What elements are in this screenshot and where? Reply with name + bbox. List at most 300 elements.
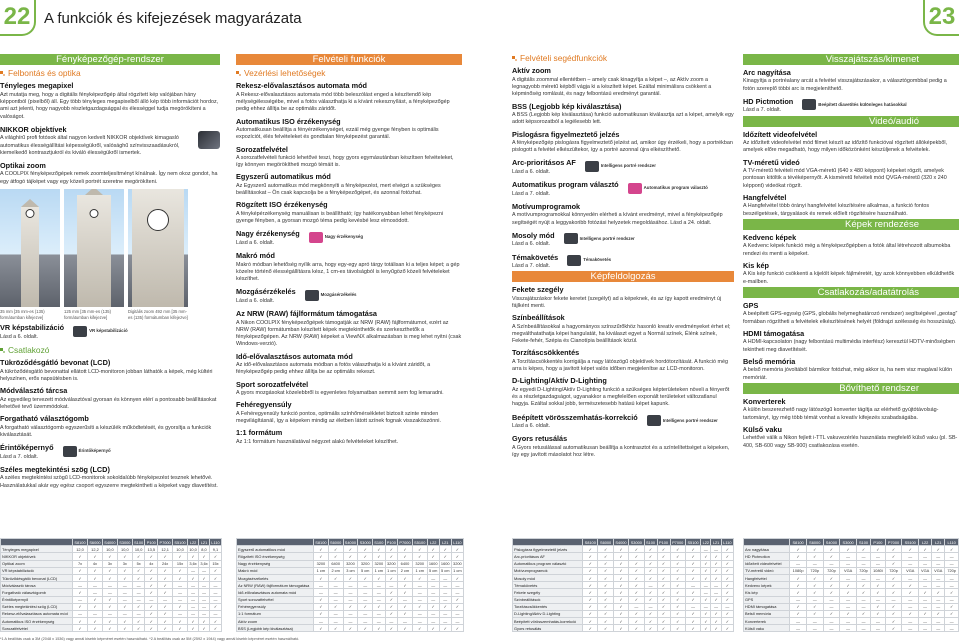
table-cell: ✓ — [613, 553, 628, 560]
table-cell: ✓ — [823, 546, 840, 553]
table-cell: 4x — [87, 560, 102, 567]
table-cell: — — [117, 582, 132, 589]
table-cell: — — [840, 553, 857, 560]
table-cell: ✓ — [583, 603, 598, 610]
table-cell: ✓ — [598, 582, 613, 589]
table-cell: — — [919, 618, 932, 625]
table-cell: ✓ — [173, 553, 188, 560]
table-cell: ✓ — [145, 567, 158, 574]
heading-sport-continuous: Sport sorozatfelvétel — [236, 379, 309, 389]
table-cell: VGA — [932, 567, 945, 574]
heading-motion-detection: Mozgásérzékelés — [236, 287, 296, 297]
table-row — [237, 553, 464, 560]
table-row — [237, 596, 464, 603]
table-cell: ✓ — [132, 574, 145, 581]
table-cell: ✓ — [583, 618, 598, 625]
table-cell: ✓ — [158, 625, 173, 632]
table-header-model: P100 — [871, 539, 886, 546]
table-cell: ✓ — [885, 582, 902, 589]
table-cell: ✓ — [358, 603, 373, 610]
table-cell: ✓ — [314, 574, 329, 581]
heading-tv-movie: TV-méretű videó — [743, 157, 800, 167]
table-cell: ✓ — [385, 546, 398, 553]
text-shutter-priority: Az idő-elővalasztásos automata módban a fotós választhatja ki a kívánt záridőt, a fényképezőgép pedig ehhez állítja be az optimális rekeszt. — [236, 362, 431, 376]
table-cell: ✓ — [158, 610, 173, 617]
table-cell: — — [132, 610, 145, 617]
text-tv-movie: A TV-méretű felvételi mód VGA-méretű (640 x 480 képpont) képeket rögzít, amelyek pontosan kitöltik a tévéképernyőt. A kisméretű felvételi mód QVGA-méretű (320 x 240 képpont) videókat rögzít. — [743, 168, 947, 189]
table-cell: — — [902, 625, 919, 632]
table-cell: ✓ — [856, 589, 870, 596]
table-cell: — — [358, 589, 373, 596]
table-cell: — — [412, 589, 427, 596]
table-cell: 1 cm — [314, 567, 329, 574]
table-cell: ✓ — [629, 553, 644, 560]
table-cell: — — [209, 582, 221, 589]
heading-mode-dial: Módválasztó tárcsa — [0, 386, 68, 396]
table-cell: ✓ — [701, 596, 711, 603]
heading-small-picture: Kis kép — [743, 260, 769, 270]
table-cell: ✓ — [598, 596, 613, 603]
heading-black-border: Fekete szegély — [512, 285, 564, 295]
portrait-icon — [564, 233, 578, 244]
table-cell: ✓ — [373, 553, 386, 560]
table-cell: 12,0 — [73, 546, 88, 553]
table-cell: ✓ — [343, 625, 358, 632]
table-cell: — — [188, 603, 199, 610]
table-cell: ✓ — [373, 603, 386, 610]
table-cell: ✓ — [583, 553, 598, 560]
table-cell: — — [871, 574, 886, 581]
table-cell: ✓ — [209, 618, 221, 625]
table-cell: ✓ — [644, 610, 657, 617]
table-cell: — — [73, 610, 88, 617]
table-row — [744, 560, 959, 567]
table-row — [237, 603, 464, 610]
table-cell: ✓ — [398, 603, 413, 610]
table-cell: — — [427, 589, 439, 596]
feature-table-3 — [512, 538, 734, 632]
table-cell: ✓ — [629, 596, 644, 603]
table-cell: ✓ — [427, 553, 439, 560]
table-cell: ✓ — [670, 546, 685, 553]
heading-nrw-raw: Az NRW (RAW) fájlformátum támogatása — [236, 309, 377, 319]
table-cell: — — [932, 560, 945, 567]
text-voice-recording: A Hangfelvétel több órányi hangfelvétel készítésére alkalmas, a funkció fontos beszélgetések, tárgyalások és remek előlelt rögzítésére használható. — [743, 203, 930, 217]
heading-auto-iso: Automatikus ISO érzékenység — [236, 116, 341, 126]
table-cell: ✓ — [145, 582, 158, 589]
table-cell: ✓ — [439, 603, 451, 610]
heading-easy-auto: Egyszerű automatikus mód — [236, 172, 331, 182]
section-resolution: Felbontás és optika — [0, 69, 220, 78]
table-header-model: S6000 — [89, 539, 101, 545]
table-row — [513, 553, 734, 560]
table-cell: ✓ — [209, 553, 221, 560]
table-cell: ✓ — [87, 596, 102, 603]
vr-reference: Lásd a 6. oldalt. — [0, 333, 39, 340]
table-cell: — — [823, 596, 840, 603]
table-header-row — [744, 539, 959, 546]
table-cell: ✓ — [670, 589, 685, 596]
table-cell: — — [117, 610, 132, 617]
table-cell: — — [856, 596, 870, 603]
table-cell: ✓ — [840, 610, 857, 617]
table-cell: — — [823, 618, 840, 625]
table-cell: — — [823, 625, 840, 632]
table-cell: ✓ — [721, 625, 733, 632]
table-cell: — — [358, 596, 373, 603]
table-cell: ✓ — [629, 567, 644, 574]
table-row — [513, 546, 734, 553]
text-rotary-selector: A forgatható választógomb egyszerűsíti a készülék működtetését, és gyorsítja a funkciók kiválasztását. — [0, 424, 212, 438]
table-row-label: HDMI támogatása — [744, 603, 790, 610]
table-header-row — [1, 539, 222, 546]
table-row — [237, 618, 464, 625]
table-cell: ✓ — [721, 596, 733, 603]
table-cell: ✓ — [451, 596, 463, 603]
table-cell: ✓ — [373, 574, 386, 581]
text-auto-iso: Automatikusan beállítja a fényérzékenységet, ezzál még gyenge fényben is optimális expozíciót, élés felvételeket és gondtalan fényképezést garantál. — [236, 126, 439, 141]
band-camera-system: Fényképezőgép-rendszer — [0, 54, 220, 65]
table-cell: ✓ — [209, 567, 221, 574]
table-row — [744, 618, 959, 625]
table-cell: ✓ — [102, 567, 117, 574]
table-cell: ✓ — [670, 560, 685, 567]
table-cell: — — [932, 574, 945, 581]
table-cell: — — [856, 574, 870, 581]
table-cell: ✓ — [385, 574, 398, 581]
page-number-left: 22 — [0, 0, 36, 36]
table-cell: ✓ — [902, 582, 919, 589]
motion-detection-badge: Mozgásérzékelés — [305, 290, 357, 301]
table-header-model: L110 — [945, 539, 959, 546]
table-cell: ✓ — [314, 553, 329, 560]
zoom-image-digital — [128, 189, 188, 307]
table-cell: — — [188, 610, 199, 617]
high-iso-icon — [309, 232, 323, 243]
table-cell: ✓ — [385, 610, 398, 617]
table-row-label: HD Pictmotion — [744, 553, 790, 560]
table-cell: — — [314, 582, 329, 589]
table-cell: ✓ — [644, 574, 657, 581]
table-cell: 9,1 — [209, 546, 221, 553]
table-row — [1, 589, 222, 596]
table-cell: ✓ — [199, 618, 210, 625]
table-cell: ✓ — [87, 567, 102, 574]
table-cell: ✓ — [790, 603, 807, 610]
table-cell: — — [87, 582, 102, 589]
table-cell: ✓ — [790, 589, 807, 596]
table-cell: — — [102, 582, 117, 589]
table-cell: ✓ — [790, 574, 807, 581]
high-sensitivity-badge: Nagy érzékenység — [309, 232, 363, 243]
table-cell: ✓ — [583, 589, 598, 596]
table-header-model: L22 — [919, 539, 932, 546]
table-cell: ✓ — [823, 574, 840, 581]
table-cell: — — [451, 582, 463, 589]
table-cell: — — [188, 567, 199, 574]
table-cell: ✓ — [145, 553, 158, 560]
table-cell: 3200 — [343, 560, 358, 567]
table-row — [237, 582, 464, 589]
table-cell: — — [314, 589, 329, 596]
table-cell: ✓ — [598, 560, 613, 567]
table-cell: ✓ — [209, 574, 221, 581]
table-header-model: P7000 — [670, 539, 685, 546]
table-cell: — — [840, 574, 857, 581]
table-cell: ✓ — [790, 546, 807, 553]
feature-table-4 — [743, 538, 959, 632]
table-cell: 3x — [117, 560, 132, 567]
table-cell: ✓ — [629, 610, 644, 617]
zoom-example-images — [0, 189, 220, 307]
table-row-label: Motívumprogramok — [513, 567, 583, 574]
zoom-caption: 35 mm [35 mm-es (135) formátumban kifejezve] — [0, 309, 45, 320]
table-cell: ✓ — [427, 625, 439, 632]
heading-distortion-control: Torzításcsökkentés — [512, 348, 580, 358]
table-row-label: Kedvenc képek — [744, 582, 790, 589]
table-cell: ✓ — [670, 574, 685, 581]
table-cell: ✓ — [314, 625, 329, 632]
table-row — [1, 610, 222, 617]
table-header-model: S100 — [374, 539, 384, 545]
table-cell: ✓ — [343, 574, 358, 581]
table-cell: — — [328, 618, 343, 625]
touchscreen-reference: Lásd a 7. oldalt. — [0, 453, 39, 460]
table-header-model: L21 — [712, 539, 720, 545]
table-row-label: Rögzített ISO érzékenység — [237, 553, 314, 560]
table-row-label: Tükröződésgátló bevonat (LCD) — [1, 574, 73, 581]
table-row-label: Aktív zoom — [237, 618, 314, 625]
table-cell: — — [373, 589, 386, 596]
table-cell: ✓ — [145, 589, 158, 596]
auto-scene-badge: Automatikus program választó — [628, 183, 708, 194]
table-cell: ✓ — [328, 546, 343, 553]
heading-external-flash: Külső vaku — [743, 424, 782, 434]
table-cell: ✓ — [945, 589, 959, 596]
table-cell: ✓ — [711, 560, 721, 567]
table-cell: ✓ — [158, 574, 173, 581]
heading-color-options: Színbeállítások — [512, 313, 565, 323]
table-cell: — — [199, 610, 210, 617]
motion-detection-reference: Lásd a 6. oldalt. — [236, 297, 275, 304]
table-cell: ✓ — [945, 603, 959, 610]
table-cell: — — [871, 625, 886, 632]
table-cell: ✓ — [598, 589, 613, 596]
table-cell: ✓ — [145, 603, 158, 610]
table-cell: ✓ — [885, 610, 902, 617]
table-cell: ✓ — [721, 567, 733, 574]
table-header-model: S4000 — [613, 539, 628, 546]
table-cell: — — [902, 603, 919, 610]
table-cell: 15x — [173, 560, 188, 567]
table-cell: — — [840, 625, 857, 632]
table-cell: ✓ — [343, 546, 358, 553]
table-row — [1, 560, 222, 567]
high-sensitivity-block — [236, 226, 462, 248]
table-cell: ✓ — [629, 560, 644, 567]
table-cell: ✓ — [871, 582, 886, 589]
table-cell: ✓ — [412, 553, 427, 560]
table-cell: ✓ — [721, 618, 733, 625]
heading-bss: BSS (Legjobb kép kiválasztása) — [512, 101, 622, 111]
table-cell: ✓ — [840, 546, 857, 553]
text-scene-modes: A motívumprogramokkal könnyedén elérheti a kívánt eredményt, mivel a fényképezőgép segítségét nyújt a leggyakoribb fotózási helyzetek megoldásához. Lásd a 24. oldalt. — [512, 212, 723, 226]
table-cell: — — [385, 618, 398, 625]
table-cell: ✓ — [87, 574, 102, 581]
table-cell: 3,6x — [200, 561, 208, 567]
table-cell: ✓ — [685, 625, 700, 632]
table-cell: 12,2 — [87, 546, 102, 553]
table-cell: — — [439, 589, 451, 596]
table-row-label: Módválasztó tárcsa — [1, 582, 73, 589]
table-cell: — — [701, 546, 711, 553]
table-cell: — — [117, 589, 132, 596]
zoom-caption: Digitális zoom 492 mm [35 mm-es (135) formátumban kifejezve] — [128, 309, 188, 320]
table-cell: ✓ — [343, 553, 358, 560]
table-cell: ✓ — [102, 603, 117, 610]
table-cell: ✓ — [932, 589, 945, 596]
table-cell: — — [328, 610, 343, 617]
table-cell: ✓ — [73, 589, 88, 596]
lens-icon — [198, 131, 220, 149]
table-cell: 720p — [806, 567, 823, 574]
table-cell: — — [343, 596, 358, 603]
table-row-label: Konverterek — [744, 618, 790, 625]
table-cell: ✓ — [711, 596, 721, 603]
text-continuous: A sorozatfelvételi funkció lehetővé teszi, hogy gyors egymásutánban készítsen felvételeket, így könnyen megörökítheti mozgó témáit is. — [236, 154, 454, 169]
table-cell: 720p — [856, 567, 870, 574]
table-cell: ✓ — [885, 589, 902, 596]
table-cell: — — [945, 574, 959, 581]
nikkor-block — [0, 122, 220, 158]
table-cell: ✓ — [102, 553, 117, 560]
face-priority-block — [512, 155, 734, 177]
section-marker-icon — [512, 56, 517, 61]
table-cell: 24x — [158, 560, 173, 567]
table-header-model: L22 — [188, 539, 199, 546]
table-cell: ✓ — [711, 567, 721, 574]
table-row-label: Színbeállítások — [513, 596, 583, 603]
table-cell: ✓ — [945, 546, 959, 553]
table-cell: ✓ — [199, 553, 210, 560]
table-cell: — — [209, 610, 221, 617]
table-cell: ✓ — [613, 610, 628, 617]
text-aperture-priority: A Rekesz-elővalasztásos automata mód több beleszólást enged a készítendő kép mélységélességébe, mivel a fotós választhatja ki a kívánt rekesznyílást, a fényképezőgép pedig ehhez állítja be az optimális záridőt. — [236, 91, 450, 113]
table-cell: ✓ — [314, 610, 329, 617]
table-row-label: NIKKOR objektívek — [1, 553, 73, 560]
table-cell: — — [919, 603, 932, 610]
table-cell: ✓ — [711, 625, 721, 632]
table-header-model: S3000 — [359, 539, 371, 545]
table-row — [513, 618, 734, 625]
table-cell: — — [427, 596, 439, 603]
table-row-label: Idő-elővalasztásos automata mód — [237, 589, 314, 596]
table-header-model: S3000 — [119, 539, 131, 545]
table-cell: ✓ — [451, 625, 463, 632]
table-cell: ✓ — [670, 553, 685, 560]
table-header-corner — [513, 539, 583, 546]
heading-gps: GPS — [743, 300, 759, 310]
table-cell: — — [919, 582, 932, 589]
table-cell: ✓ — [657, 625, 670, 632]
table-row — [744, 553, 959, 560]
table-cell: ✓ — [314, 603, 329, 610]
table-cell: ✓ — [806, 546, 823, 553]
table-cell: ✓ — [158, 553, 173, 560]
face-priority-reference: Lásd a 6. oldalt. — [512, 168, 551, 175]
table-cell: 3200 — [314, 560, 329, 567]
heading-white-balance: Fehéregyensúly — [236, 400, 292, 410]
table-header-model: S4000 — [104, 539, 116, 545]
text-wide-angle-lcd: A széles megtekintési szögű LCD-monitorok sokoldalúbb fényképezést tesznek lehetővé. Használatukkal akár egy egész csoport egyszerre megtekintheti a képeket vagy diavetítést. — [0, 475, 218, 489]
smile-mode-reference: Lásd a 6. oldalt. — [512, 241, 551, 248]
table-cell: — — [945, 625, 959, 632]
table-row-label: VR képstabilizáció — [1, 567, 73, 574]
heading-blink-warning: Pislogásra figyelmeztető jelzés — [512, 129, 620, 139]
table-header-model: P7000 — [885, 539, 902, 546]
table-cell: — — [358, 610, 373, 617]
table-cell: — — [398, 596, 413, 603]
table-row — [513, 560, 734, 567]
heading-face-priority: Arc-prioritásos AF — [512, 158, 576, 168]
table-cell: ✓ — [644, 560, 657, 567]
table-cell: — — [102, 589, 117, 596]
feature-table-1 — [0, 538, 222, 632]
table-cell: ✓ — [871, 603, 886, 610]
table-cell: ✓ — [188, 618, 199, 625]
table-header-model: S100 — [134, 539, 144, 545]
heading-red-eye: Beépített vörösszemhatás-korrekció — [512, 412, 638, 422]
table-cell: — — [358, 582, 373, 589]
table-cell: ✓ — [598, 546, 613, 553]
table-cell: ✓ — [919, 589, 932, 596]
table-cell: 8,0 — [199, 546, 210, 553]
table-cell: — — [358, 618, 373, 625]
table-cell: — — [945, 560, 959, 567]
table-cell: ✓ — [670, 610, 685, 617]
hd-pictmotion-block — [743, 94, 959, 116]
table-cell: ✓ — [711, 610, 721, 617]
table-cell: — — [73, 596, 88, 603]
table-cell: ✓ — [701, 574, 711, 581]
table-cell: ✓ — [598, 567, 613, 574]
table-row — [237, 610, 464, 617]
table-cell: ✓ — [117, 618, 132, 625]
table-row-label: Optikai zoom — [1, 560, 73, 567]
table-cell: ✓ — [173, 603, 188, 610]
table-cell: 10,0 — [173, 546, 188, 553]
table-cell: — — [209, 589, 221, 596]
table-cell: ✓ — [451, 546, 463, 553]
table-cell: — — [439, 618, 451, 625]
text-quick-retouch: A Gyors retusálással automatikusan beállítja a kontrasztot és a színtelítettséget a képeken, így egy javított másolatot hoz létre. — [512, 444, 730, 459]
table-row — [237, 574, 464, 581]
text-converters: A külön beszerezhető nagy látószögű konverter tágítja az elérhető gyújtótávolság-tartományt, így még több témát vonhat a kreatív kifejezés szabadságába. — [743, 407, 939, 421]
heading-time-lapse: Időzített videofelvétel — [743, 129, 818, 139]
text-black-border: Visszajátszáskor fekete keretet (szegélyt) ad a képeknek, és az így kapott eredményt új fájlként menti. — [512, 295, 722, 309]
text-mode-dial: Az egyedileg tervezett módválasztóval gyorsan és könnyen elérí a pontosabb beállításokat lehetővé tevő üzemmódokat. — [0, 396, 217, 411]
table-cell: ✓ — [132, 603, 145, 610]
table-cell: — — [871, 618, 886, 625]
table-cell: ✓ — [385, 589, 398, 596]
table-cell: — — [412, 582, 427, 589]
table-cell: — — [451, 610, 463, 617]
column-shooting-aids — [512, 54, 734, 460]
table-cell: ✓ — [145, 610, 158, 617]
touchscreen-icon — [63, 446, 77, 457]
table-cell: ✓ — [790, 582, 807, 589]
table-cell: ✓ — [117, 567, 132, 574]
